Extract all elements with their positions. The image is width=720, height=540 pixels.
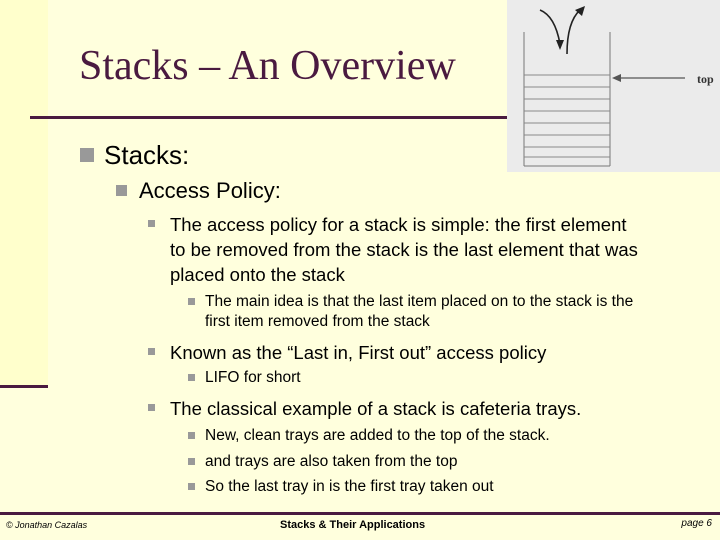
sub-bullet-text: LIFO for short	[205, 369, 301, 386]
footer-page-number: page 6	[681, 518, 712, 529]
bullet-text-line: The access policy for a stack is simple: the first element	[170, 214, 627, 235]
bullet-text: Access Policy:	[139, 178, 281, 203]
square-bullet-icon	[188, 298, 195, 305]
bullet-cafeteria	[148, 396, 581, 421]
footer-divider	[0, 512, 720, 515]
stack-figure	[507, 0, 720, 172]
sub-bullet-trays-added	[188, 426, 550, 446]
bullet-text: The classical example of a stack is cafeteria trays.	[170, 398, 582, 419]
square-bullet-icon	[148, 220, 155, 227]
title-underline	[30, 116, 510, 119]
top-label: top	[697, 72, 714, 86]
square-bullet-icon	[188, 432, 195, 439]
bullet-access-policy	[116, 178, 281, 204]
sub-bullet-text: So the last tray in is the first tray taken out	[205, 478, 494, 495]
footer-title: Stacks & Their Applications	[280, 519, 426, 531]
bullet-stacks	[80, 140, 189, 171]
slide-footer	[0, 512, 720, 540]
bullet-text: Known as the “Last in, First out” access policy	[170, 342, 547, 363]
square-bullet-icon	[80, 148, 94, 162]
sub-bullet-last-tray	[188, 477, 494, 497]
square-bullet-icon	[188, 458, 195, 465]
square-bullet-icon	[188, 374, 195, 381]
sub-bullet-lifo-short	[188, 368, 301, 388]
sub-bullet-main-idea	[188, 292, 633, 332]
square-bullet-icon	[148, 348, 155, 355]
sub-bullet-text: New, clean trays are added to the top of the stack.	[205, 427, 550, 444]
sub-bullet-text-line: first item removed from the stack	[205, 313, 430, 330]
left-accent-bar	[0, 0, 48, 388]
bullet-text-line: placed onto the stack	[170, 264, 345, 285]
square-bullet-icon	[116, 185, 127, 196]
bullet-lifo	[148, 340, 546, 365]
stack-diagram-svg	[507, 0, 720, 172]
sub-bullet-text: and trays are also taken from the top	[205, 453, 458, 470]
sub-bullet-trays-taken	[188, 452, 457, 472]
bullet-policy-description	[148, 212, 638, 287]
square-bullet-icon	[188, 483, 195, 490]
bullet-text-line: to be removed from the stack is the last element that was	[170, 239, 638, 260]
bullet-text: Stacks:	[104, 140, 190, 170]
sub-bullet-text-line: The main idea is that the last item placed on to the stack is the	[205, 293, 634, 310]
slide-title: Stacks – An Overview	[79, 43, 456, 89]
square-bullet-icon	[148, 404, 155, 411]
footer-author: © Jonathan Cazalas	[6, 520, 88, 530]
